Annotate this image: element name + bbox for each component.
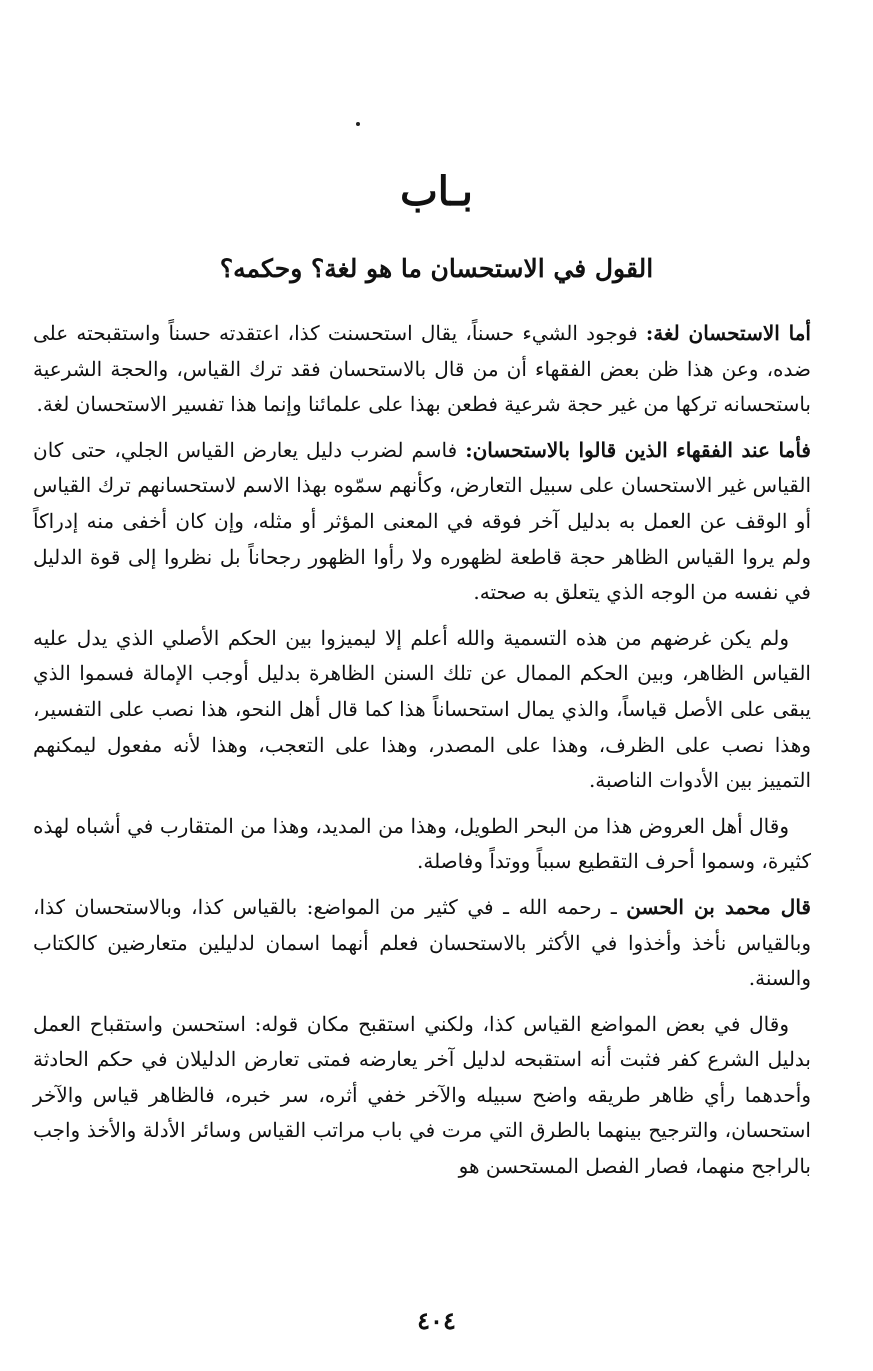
paragraph-lead: قال محمد بن الحسن [626, 894, 811, 919]
page-number: ٤٠٤ [417, 1306, 456, 1335]
chapter-title: بـاب [400, 168, 473, 215]
paragraph-6 [33, 1007, 811, 1185]
paragraph-lead: فأما عند الفقهاء الذين قالوا بالاستحسان: [465, 437, 811, 462]
paragraph-text: فوجود الشيء حسناً، يقال استحسنت كذا، اعتقدته حسناً واستقبحته على ضده، وعن هذا ظن بعض الفقهاء أن من قال بالاستحسان فقد ترك القياس، والحجة الشرعية باستحسانه تركها من غير حجة شرعية فطعن بهذا على علمائنا وإنما هذا تفسير الاستحسان لغة. [33, 321, 811, 417]
paragraph-5 [33, 890, 811, 997]
paragraph-4 [33, 809, 811, 880]
paragraph-text: ـ رحمه الله ـ في كثير من المواضع: بالقياس كذا، وبالاستحسان كذا، وبالقياس نأخذ وأخذوا في الأكثر بالاستحسان فعلم أنهما اسمان لدليلين متعارضين كالكتاب والسنة. [33, 894, 811, 991]
ink-speck [356, 122, 360, 126]
paragraph-lead: أما الاستحسان لغة: [645, 321, 811, 345]
paragraph-text: ولم يكن غرضهم من هذه التسمية والله أعلم إلا ليميزوا بين الحكم الأصلي الذي يدل عليه القياس الظاهر، وبين الحكم الممال عن تلك السنن الظاهرة بدليل أوجب الإمالة فسموا الذي يبقى على الأصل قياساً، والذي يمال استحساناً هذا كما قال أهل النحو، هذا نصب على التفسير، وهذا نصب على الظرف، وهذا على المصدر، وهذا على التعجب، وهذا لأنه مفعول ليمكنهم التمييز بين الأدوات الناصبة. [33, 625, 812, 793]
paragraph-text: وقال في بعض المواضع القياس كذا، ولكني استقبح مكان قوله: استحسن واستقباح العمل بدليل الشرع كفر فثبت أنه استقبحه لدليل آخر يعارضه فمتى تعارض الدليلان في حكم الحادثة وأحدهما رأي ظاهر طريقه واضح سبيله والآخر خفي أثره، سر خبره، فالظاهر قياس والآخر استحسان، والترجيح بينهما بالطرق التي مرت في باب مراتب القياس وسائر الأدلة والأخذ واجب بالراجح منهما، فصار الفصل المستحسن هو [33, 1011, 811, 1179]
paragraph-3 [33, 621, 811, 799]
paragraph-text: فاسم لضرب دليل يعارض القياس الجلي، حتى كان القياس غير الاستحسان على سبيل التعارض، وكأنهم سمّوه بهذا الاسم لاستحسانهم ترك القياس أو الوقف عن العمل به بدليل آخر فوقه في المعنى المؤثر أو مثله، وإن كان أخفى منه إدراكاً ولم يروا القياس الظاهر حجة قاطعة لظهوره ولا رأوا الظهور رجحاناً بل نظروا إلى قوة الدليل في نفسه من الوجه الذي يتعلق به صحته. [33, 437, 812, 605]
section-title: القول في الاستحسان ما هو لغة؟ وحكمه؟ [219, 254, 654, 283]
paragraph-1 [33, 316, 811, 423]
paragraph-text: وقال أهل العروض هذا من البحر الطويل، وهذا من المديد، وهذا من المتقارب في أشباه لهذه كثيرة، وسموا أحرف التقطيع سبباً ووتداً وفاصلة. [33, 813, 811, 874]
body-text [33, 316, 811, 1195]
paragraph-2 [33, 433, 811, 611]
